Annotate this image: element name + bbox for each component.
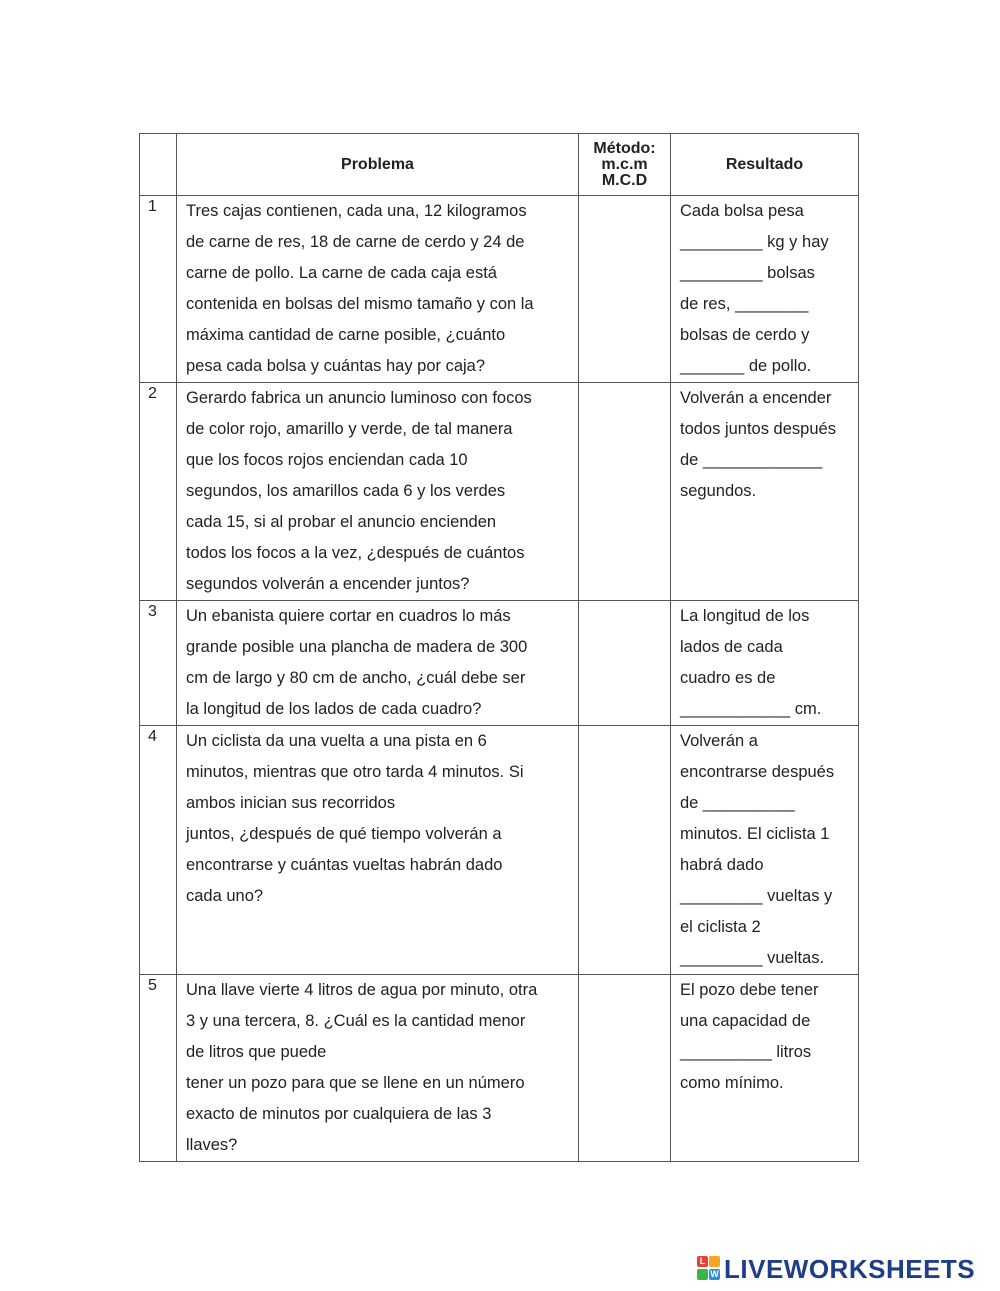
- result-line: una capacidad de: [680, 1012, 811, 1030]
- problem-line: encontrarse y cuántas vueltas habrán dado: [186, 856, 503, 874]
- result-line: segundos.: [680, 482, 757, 500]
- row-number: 5: [140, 975, 177, 1162]
- logo-block: [697, 1269, 708, 1280]
- result-line: encontrarse después: [680, 763, 835, 781]
- problem-line: Gerardo fabrica un anuncio luminoso con focos: [186, 389, 532, 407]
- result-cell: [671, 196, 859, 383]
- problem-line: segundos, los amarillos cada 6 y los verdes: [186, 482, 506, 500]
- result-line: como mínimo.: [680, 1074, 784, 1092]
- table-row: [140, 975, 859, 1162]
- result-line: cuadro es de: [680, 669, 776, 687]
- logo-text: LIVEWORKSHEETS: [724, 1254, 976, 1284]
- result-line: Volverán a encender: [680, 389, 832, 407]
- problem-line: exacto de minutos por cualquiera de las 3: [186, 1105, 492, 1123]
- problem-line: cada uno?: [186, 887, 264, 905]
- result-line: de res, ________: [680, 295, 809, 313]
- header-result: Resultado: [671, 134, 859, 196]
- problem-line: todos los focos a la vez, ¿después de cuántos: [186, 544, 525, 562]
- problem-line: carne de pollo. La carne de cada caja está: [186, 264, 497, 282]
- result-line: Cada bolsa pesa: [680, 202, 804, 220]
- problem-cell: [177, 601, 579, 726]
- result-line: minutos. El ciclista 1: [680, 825, 830, 843]
- result-line: todos juntos después: [680, 420, 836, 438]
- result-cell: [671, 975, 859, 1162]
- method-answer-cell[interactable]: [579, 196, 671, 383]
- problem-cell: [177, 975, 579, 1162]
- problem-line: 3 y una tercera, 8. ¿Cuál es la cantidad menor: [186, 1012, 526, 1030]
- problem-cell: [177, 726, 579, 975]
- result-cell: [671, 726, 859, 975]
- problem-line: Un ciclista da una vuelta a una pista en 6: [186, 732, 487, 750]
- header-method-line: m.c.m: [601, 155, 648, 173]
- result-line: _________ vueltas.: [680, 949, 825, 967]
- problem-line: Un ebanista quiere cortar en cuadros lo más: [186, 607, 511, 625]
- result-cell: [671, 383, 859, 601]
- problem-line: máxima cantidad de carne posible, ¿cuánto: [186, 326, 506, 344]
- result-line: __________ litros: [680, 1043, 812, 1061]
- problem-line: tener un pozo para que se llene en un número: [186, 1074, 525, 1092]
- problem-line: contenida en bolsas del mismo tamaño y con la: [186, 295, 534, 313]
- result-line: el ciclista 2: [680, 918, 761, 936]
- result-line: La longitud de los: [680, 607, 810, 625]
- problem-line: pesa cada bolsa y cuántas hay por caja?: [186, 357, 486, 375]
- problem-line: de color rojo, amarillo y verde, de tal manera: [186, 420, 513, 438]
- problem-cell: [177, 383, 579, 601]
- method-answer-cell[interactable]: [579, 975, 671, 1162]
- problem-line: llaves?: [186, 1136, 238, 1154]
- liveworksheets-logo: [697, 1255, 975, 1283]
- header-method-line: M.C.D: [601, 171, 648, 189]
- problem-line: minutos, mientras que otro tarda 4 minutos. Si: [186, 763, 524, 781]
- logo-block: L: [697, 1256, 708, 1267]
- problem-line: de litros que puede: [186, 1043, 327, 1061]
- problem-line: juntos, ¿después de qué tiempo volverán a: [186, 825, 502, 843]
- worksheet-table: [139, 133, 859, 1162]
- table-row: [140, 196, 859, 383]
- table-row: [140, 726, 859, 975]
- result-line: _______ de pollo.: [680, 357, 812, 375]
- result-line: bolsas de cerdo y: [680, 326, 810, 344]
- row-number: 2: [140, 383, 177, 601]
- result-line: lados de cada: [680, 638, 783, 656]
- header-row: [140, 134, 859, 196]
- problem-line: Una llave vierte 4 litros de agua por minuto, otra: [186, 981, 538, 999]
- result-line: El pozo debe tener: [680, 981, 819, 999]
- problem-line: segundos volverán a encender juntos?: [186, 575, 470, 593]
- logo-block: [709, 1256, 720, 1267]
- method-answer-cell[interactable]: [579, 383, 671, 601]
- result-line: Volverán a: [680, 732, 758, 750]
- table-row: [140, 601, 859, 726]
- result-cell: [671, 601, 859, 726]
- row-number: 4: [140, 726, 177, 975]
- result-line: _________ bolsas: [680, 264, 815, 282]
- result-line: habrá dado: [680, 856, 764, 874]
- logo-block: W: [710, 1269, 719, 1279]
- problem-cell: [177, 196, 579, 383]
- problem-line: la longitud de los lados de cada cuadro?: [186, 700, 482, 718]
- header-num: [140, 134, 177, 196]
- header-problem: Problema: [177, 134, 579, 196]
- problem-line: grande posible una plancha de madera de 300: [186, 638, 528, 656]
- result-line: _________ vueltas y: [680, 887, 833, 905]
- problem-line: que los focos rojos enciendan cada 10: [186, 451, 468, 469]
- logo-blocks-icon: [697, 1256, 721, 1282]
- row-number: 3: [140, 601, 177, 726]
- result-line: de __________: [680, 794, 795, 812]
- table-row: [140, 383, 859, 601]
- problem-line: cada 15, si al probar el anuncio encienden: [186, 513, 497, 531]
- problem-line: ambos inician sus recorridos: [186, 794, 396, 812]
- header-method-line: Método:: [593, 139, 656, 157]
- result-line: de _____________: [680, 451, 823, 469]
- problem-line: Tres cajas contienen, cada una, 12 kilogramos: [186, 202, 527, 220]
- problem-line: de carne de res, 18 de carne de cerdo y 24 de: [186, 233, 525, 251]
- problem-line: cm de largo y 80 cm de ancho, ¿cuál debe ser: [186, 669, 526, 687]
- result-line: _________ kg y hay: [680, 233, 829, 251]
- method-answer-cell[interactable]: [579, 726, 671, 975]
- header-method: [579, 134, 671, 196]
- row-number: 1: [140, 196, 177, 383]
- result-line: ____________ cm.: [680, 700, 822, 718]
- method-answer-cell[interactable]: [579, 601, 671, 726]
